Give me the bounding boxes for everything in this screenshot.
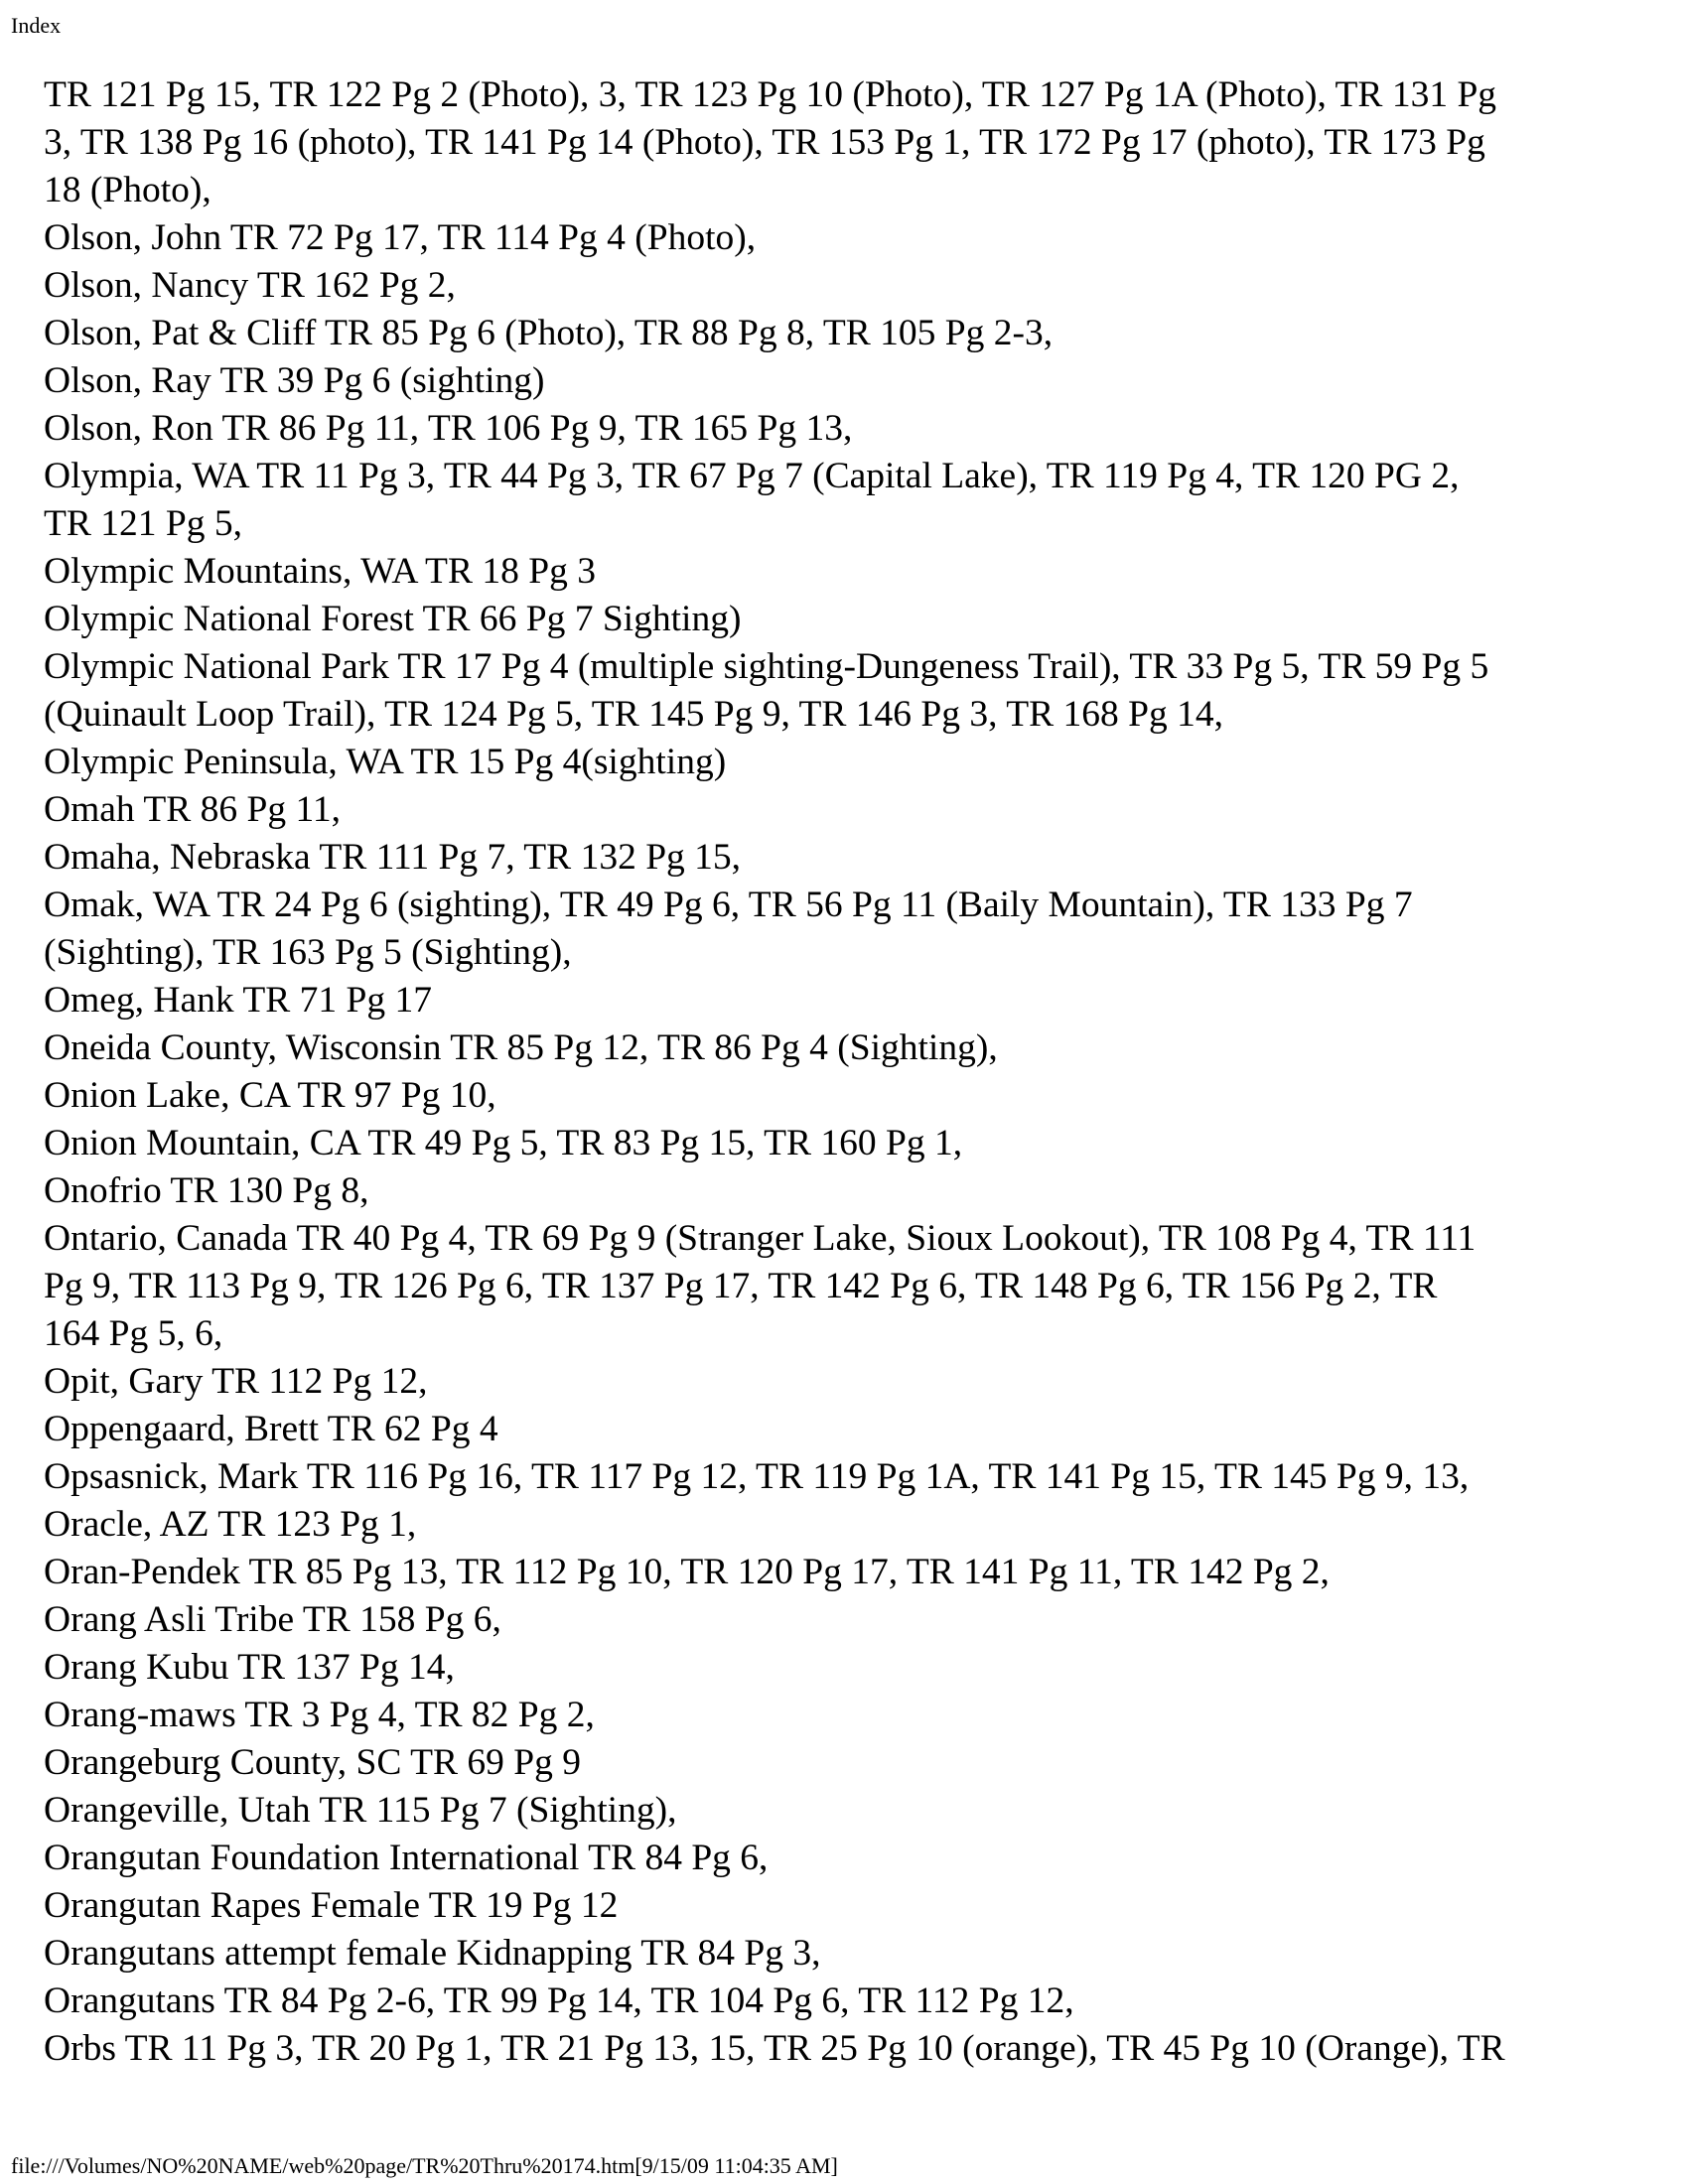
index-entry (44, 1787, 1632, 1835)
index-entry (44, 214, 1632, 262)
index-entry-line: TR 121 Pg 5, (44, 503, 243, 544)
index-entry-line: Orang Asli Tribe TR 158 Pg 6, (44, 1599, 501, 1640)
index-entry-line: Olson, Ray TR 39 Pg 6 (sighting) (44, 360, 545, 401)
index-entry-line: (Quinault Loop Trail), TR 124 Pg 5, TR 145 Pg 9, TR 146 Pg 3, TR 168 Pg 14, (44, 694, 1224, 735)
index-entry-line: Orangutans TR 84 Pg 2-6, TR 99 Pg 14, TR 104 Pg 6, TR 112 Pg 12, (44, 1980, 1074, 2021)
index-entry (44, 1882, 1632, 1930)
index-entry (44, 739, 1632, 786)
index-entry-line: Olson, Pat & Cliff TR 85 Pg 6 (Photo), TR 88 Pg 8, TR 105 Pg 2-3, (44, 313, 1054, 353)
index-entry-line: Olympia, WA TR 11 Pg 3, TR 44 Pg 3, TR 67 Pg 7 (Capital Lake), TR 119 Pg 4, TR 120 PG 2, (44, 456, 1460, 496)
index-entry (44, 1835, 1632, 1882)
index-entry-line: Orang Kubu TR 137 Pg 14, (44, 1647, 455, 1688)
index-entry (44, 1406, 1632, 1453)
index-entry (44, 786, 1632, 834)
index-entry-line: Pg 9, TR 113 Pg 9, TR 126 Pg 6, TR 137 Pg 17, TR 142 Pg 6, TR 148 Pg 6, TR 156 Pg 2, TR (44, 1266, 1438, 1306)
index-entry-line: Onion Mountain, CA TR 49 Pg 5, TR 83 Pg 15, TR 160 Pg 1, (44, 1123, 963, 1163)
footer-url: file:///Volumes/NO%20NAME/web%20page/TR%20Thru%20174.htm[9/15/09 11:04:35 AM] (11, 2153, 838, 2178)
index-entry (44, 1072, 1632, 1120)
index-entry-line: Orangutan Rapes Female TR 19 Pg 12 (44, 1885, 619, 1926)
index-entry (44, 1120, 1632, 1167)
index-entry (44, 405, 1632, 453)
index-entry (44, 1644, 1632, 1692)
index-entry-line: Olympic National Park TR 17 Pg 4 (multiple sighting-Dungeness Trail), TR 33 Pg 5, TR 59 Pg 5 (44, 646, 1489, 687)
index-entry (44, 1549, 1632, 1596)
index-entry (44, 453, 1632, 548)
index-entry-line: Oneida County, Wisconsin TR 85 Pg 12, TR 86 Pg 4 (Sighting), (44, 1027, 998, 1068)
index-entry (44, 548, 1632, 596)
index-entry-line: Omah TR 86 Pg 11, (44, 789, 341, 830)
index-entry (44, 357, 1632, 405)
index-entry (44, 1739, 1632, 1787)
index-entry (44, 1167, 1632, 1215)
index-entry-line: Orangeville, Utah TR 115 Pg 7 (Sighting), (44, 1790, 677, 1831)
index-entry-line: Orang-maws TR 3 Pg 4, TR 82 Pg 2, (44, 1695, 595, 1735)
index-entry (44, 1215, 1632, 1358)
index-entry (44, 1024, 1632, 1072)
index-entry-line: Omak, WA TR 24 Pg 6 (sighting), TR 49 Pg 6, TR 56 Pg 11 (Baily Mountain), TR 133 Pg 7 (44, 885, 1413, 925)
index-entry (44, 1501, 1632, 1549)
index-entry (44, 262, 1632, 310)
index-entry (44, 1930, 1632, 1978)
index-entry-line: Orangeburg County, SC TR 69 Pg 9 (44, 1742, 582, 1783)
index-entry-line: Oppengaard, Brett TR 62 Pg 4 (44, 1409, 498, 1449)
index-entry-line: Onofrio TR 130 Pg 8, (44, 1170, 369, 1211)
index-entry-line: Orangutan Foundation International TR 84 Pg 6, (44, 1838, 769, 1878)
index-entry-list (44, 71, 1632, 2073)
index-entry-line: (Sighting), TR 163 Pg 5 (Sighting), (44, 932, 572, 973)
index-entry (44, 71, 1632, 214)
index-entry-line: Orbs TR 11 Pg 3, TR 20 Pg 1, TR 21 Pg 13, 15, TR 25 Pg 10 (orange), TR 45 Pg 10 (Orange), TR (44, 2028, 1505, 2069)
index-entry-line: TR 121 Pg 15, TR 122 Pg 2 (Photo), 3, TR 123 Pg 10 (Photo), TR 127 Pg 1A (Photo), TR 131 Pg (44, 74, 1497, 115)
index-entry-line: Olson, John TR 72 Pg 17, TR 114 Pg 4 (Photo), (44, 217, 757, 258)
index-entry (44, 1596, 1632, 1644)
index-entry-line: Oran-Pendek TR 85 Pg 13, TR 112 Pg 10, TR 120 Pg 17, TR 141 Pg 11, TR 142 Pg 2, (44, 1552, 1330, 1592)
index-entry-line: Orangutans attempt female Kidnapping TR 84 Pg 3, (44, 1933, 821, 1974)
index-entry (44, 1692, 1632, 1739)
index-entry-line: 3, TR 138 Pg 16 (photo), TR 141 Pg 14 (Photo), TR 153 Pg 1, TR 172 Pg 17 (photo), TR 173 Pg (44, 122, 1485, 163)
page-title: Index (11, 13, 62, 38)
index-entry (44, 1978, 1632, 2025)
index-entry-line: Olympic National Forest TR 66 Pg 7 Sighting) (44, 599, 742, 639)
index-entry-line: 164 Pg 5, 6, (44, 1313, 223, 1354)
index-entry-line: Olson, Nancy TR 162 Pg 2, (44, 265, 456, 306)
index-entry-line: Onion Lake, CA TR 97 Pg 10, (44, 1075, 496, 1116)
index-entry (44, 834, 1632, 882)
index-entry-line: Olympic Mountains, WA TR 18 Pg 3 (44, 551, 596, 592)
index-entry-line: Ontario, Canada TR 40 Pg 4, TR 69 Pg 9 (Stranger Lake, Sioux Lookout), TR 108 Pg 4, TR 111 (44, 1218, 1477, 1259)
index-entry-line: Oracle, AZ TR 123 Pg 1, (44, 1504, 417, 1545)
index-entry (44, 1358, 1632, 1406)
index-entry-line: 18 (Photo), (44, 170, 211, 210)
index-entry (44, 1453, 1632, 1501)
index-entry-line: Olympic Peninsula, WA TR 15 Pg 4(sighting) (44, 742, 727, 782)
index-entry (44, 310, 1632, 357)
index-entry-line: Opit, Gary TR 112 Pg 12, (44, 1361, 428, 1402)
index-entry-line: Omaha, Nebraska TR 111 Pg 7, TR 132 Pg 15, (44, 837, 742, 878)
index-entry-line: Opsasnick, Mark TR 116 Pg 16, TR 117 Pg 12, TR 119 Pg 1A, TR 141 Pg 15, TR 145 Pg 9, 13, (44, 1456, 1470, 1497)
index-entry (44, 977, 1632, 1024)
index-entry-line: Omeg, Hank TR 71 Pg 17 (44, 980, 432, 1021)
index-entry (44, 643, 1632, 739)
index-entry (44, 882, 1632, 977)
index-entry (44, 2025, 1632, 2073)
index-entry-line: Olson, Ron TR 86 Pg 11, TR 106 Pg 9, TR 165 Pg 13, (44, 408, 853, 449)
index-entry (44, 596, 1632, 643)
